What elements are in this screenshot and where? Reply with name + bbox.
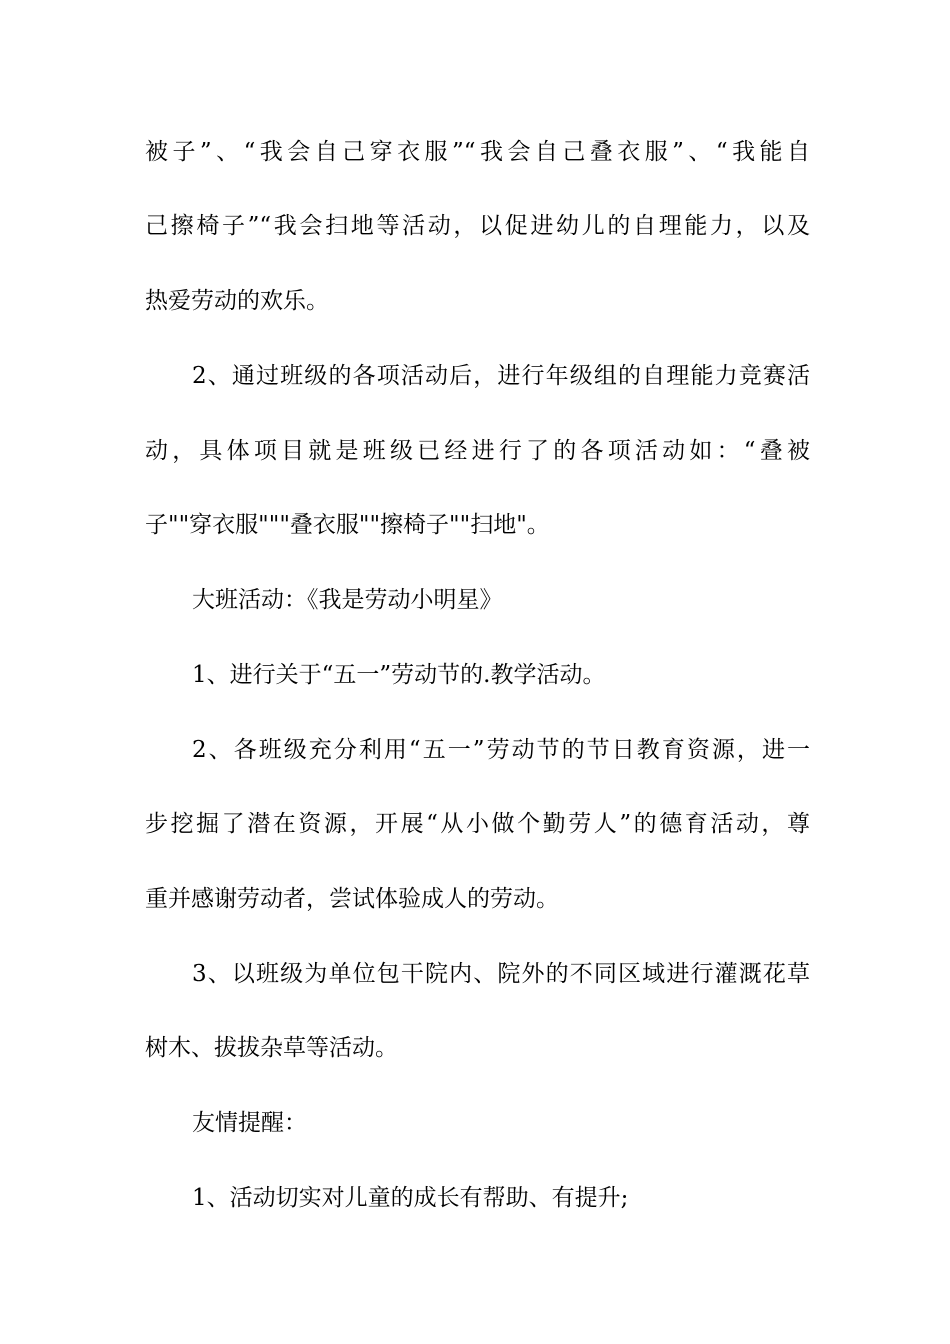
paragraph-line: 2、通过班级的各项活动后，进行年级组的自理能力竞赛活	[192, 363, 810, 389]
paragraph-line: 子""穿衣服"""叠衣服""擦椅子""扫地"。	[145, 512, 550, 538]
paragraph-line: 步挖掘了潜在资源，开展“从小做个勤劳人”的德育活动，尊	[145, 811, 810, 837]
paragraph-line: 重并感谢劳动者，尝试体验成人的劳动。	[145, 886, 559, 912]
paragraph-line: 己擦椅子”“我会扫地等活动，以促进幼儿的自理能力，以及	[145, 213, 810, 239]
section-heading: 大班活动：《我是劳动小明星》	[192, 587, 503, 613]
paragraph-line: 树木、拔拔杂草等活动。	[145, 1035, 398, 1061]
section-heading: 友情提醒：	[192, 1110, 307, 1136]
paragraph-line: 3、以班级为单位包干院内、院外的不同区域进行灌溉花草	[192, 961, 810, 987]
paragraph-line: 1、进行关于“五一”劳动节的.教学活动。	[192, 662, 606, 688]
paragraph-line: 1、活动切实对儿童的成长有帮助、有提升;	[192, 1185, 629, 1211]
paragraph-line: 被子”、“我会自己穿衣服”“我会自己叠衣服”、“我能自	[145, 139, 810, 165]
paragraph-line: 热爱劳动的欢乐。	[145, 288, 329, 314]
paragraph-line: 2、各班级充分利用“五一”劳动节的节日教育资源，进一	[192, 737, 810, 763]
paragraph-line: 动，具体项目就是班级已经进行了的各项活动如：“叠被	[145, 438, 810, 464]
